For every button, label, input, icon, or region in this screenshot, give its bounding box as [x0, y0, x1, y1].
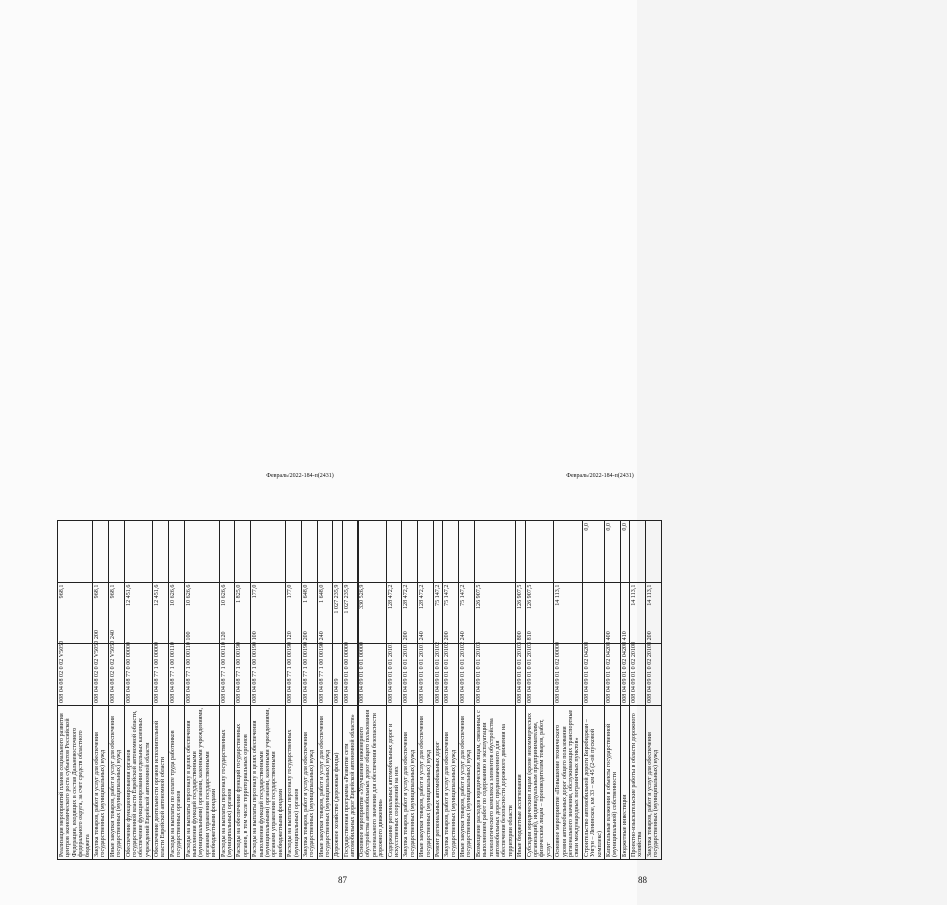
row-value-alt	[459, 521, 475, 583]
row-value-alt	[554, 521, 583, 583]
table-row	[459, 521, 475, 860]
table-row	[168, 521, 184, 860]
row-value-alt	[58, 521, 93, 583]
table-row	[645, 521, 661, 860]
table-row	[286, 521, 302, 860]
row-code: 008 04 09 01 0 02 20108 200	[645, 644, 661, 706]
row-code: 008 04 09 01 0 02 20108	[630, 644, 646, 706]
row-code: 008 04 09 01 0 02 04208 410	[620, 644, 629, 706]
row-name: Закупка товаров, работ и услуг для обеспечения государственных (муниципальных) нужд	[92, 705, 108, 859]
table-row	[184, 521, 219, 860]
row-code: 008 04 09 01 0 02 04208	[582, 644, 604, 706]
row-value: 12 451,6	[153, 582, 169, 644]
row-code: 008 04 09 01 0 01 20103	[474, 644, 515, 706]
row-code: 008 04 08 77 0 00 00000	[124, 644, 153, 706]
row-value-alt	[235, 521, 251, 583]
table-row	[317, 521, 333, 860]
row-value-alt	[333, 521, 342, 583]
row-code: 008 04 09	[333, 644, 342, 706]
row-name: Расходы на выплаты персоналу в целях обеспечения выполнения функций государственными (муниципальными) органами, казенными учреждениями, органами управления государственными внебюджетными фондами	[251, 705, 286, 859]
row-name: Расходы на выплаты персоналу в целях обеспечения выполнения функций государственными (муниципальными) органами, казенными учреждениями, органами управления государственными внебюджетными фондами	[184, 705, 219, 859]
budget-table-left	[57, 520, 359, 860]
row-value-alt	[402, 521, 418, 583]
row-name: Обеспечение деятельности органов исполнительной власти Еврейской автономной области	[153, 705, 169, 859]
row-value: 14 113,1	[630, 582, 646, 644]
row-code: 008 04 08 02 0 02 V5050 240	[108, 644, 124, 706]
row-value-alt	[286, 521, 302, 583]
row-value-alt	[516, 521, 525, 583]
row-value: 177,0	[286, 582, 302, 644]
row-value: 968,1	[92, 582, 108, 644]
row-value: 10 626,6	[219, 582, 235, 644]
row-value: 14 113,1	[554, 582, 583, 644]
row-code: 008 04 08 77 1 00 00190 120	[286, 644, 302, 706]
table-row	[582, 521, 604, 860]
row-value: 128 472,2	[402, 582, 418, 644]
table-row	[630, 521, 646, 860]
row-name: Проектно-изыскательские работы в области дорожного хозяйства	[630, 705, 646, 859]
row-code: 008 04 08 77 1 00 00190 240	[317, 644, 333, 706]
row-value: 126 907,5	[525, 582, 554, 644]
table-row	[402, 521, 418, 860]
table-row	[418, 521, 434, 860]
page-88	[357, 473, 947, 885]
row-code: 008 04 09 01 0 02 04208 400	[604, 644, 620, 706]
row-code: 008 04 08 77 1 00 00190 100	[251, 644, 286, 706]
row-name: Возмещение расходов юридическим лицам, связанных с выполнением работ по содержанию и эксплуатации технологического комплекса элементов обустройства автомобильных дорог, предназначенного для обеспечения безопасности дорожного движения на территории области	[474, 705, 515, 859]
row-value: 126 907,5	[516, 582, 525, 644]
row-value-alt	[342, 521, 358, 583]
row-value-alt	[124, 521, 153, 583]
table-row	[443, 521, 459, 860]
row-name: Основное мероприятие «Улучшение инженерного обустройства автомобильных дорог общего пользования регионального значения для обеспечения безопасности дорожного движения»	[358, 705, 387, 859]
row-name: Расходы на выплаты персоналу государственных (муниципальных) органов	[219, 705, 235, 859]
row-name: Субсидии юридическим лицам (кроме некоммерческих организаций), индивидуальным предпринимателям, физическим лицам – производителям товаров, работ, услуг	[525, 705, 554, 859]
row-value: 10 626,6	[184, 582, 219, 644]
row-value-alt	[153, 521, 169, 583]
row-code: 008 04 09 01 0 02 00000	[554, 644, 583, 706]
table-row	[554, 521, 583, 860]
table-row	[604, 521, 620, 860]
table-row	[108, 521, 124, 860]
row-value: 330 526,9	[358, 582, 387, 644]
row-code: 008 04 08 77 1 00 00110 120	[219, 644, 235, 706]
row-name: Реализация мероприятий планов социального развития центров экономического роста субъектов Российской Федерации, входящих в состав Дальневосточного федерального округа, за счет средств областного бюджета	[58, 705, 93, 859]
table-row	[124, 521, 153, 860]
row-value-alt	[443, 521, 459, 583]
row-value-alt	[630, 521, 646, 583]
row-value-alt: 0,0	[582, 521, 604, 583]
row-value-alt	[433, 521, 442, 583]
table-row	[301, 521, 317, 860]
row-value: 1 027 235,9	[333, 582, 342, 644]
row-code: 008 04 09 01 0 01 20103 810	[525, 644, 554, 706]
row-name: Государственная программа «Развитие сети автомобильных дорог Еврейской автономной области»	[342, 705, 358, 859]
row-value-alt	[525, 521, 554, 583]
row-value: 12 451,6	[124, 582, 153, 644]
row-name: Закупка товаров, работ и услуг для обеспечения государственных (муниципальных) нужд	[301, 705, 317, 859]
page-footer: Февраль/2022-184-п(2431)	[266, 473, 334, 480]
row-value: 128 472,2	[386, 582, 402, 644]
table-row	[620, 521, 629, 860]
table-row	[58, 521, 93, 860]
table-row	[525, 521, 554, 860]
row-value-alt	[645, 521, 661, 583]
row-name: Расходы на обеспечение функций государственных органов, в том числе территориальных органов	[235, 705, 251, 859]
row-value-alt	[108, 521, 124, 583]
table-row	[516, 521, 525, 860]
row-name: Иные закупки товаров, работ и услуг для обеспечения государственных (муниципальных) нужд	[459, 705, 475, 859]
row-value-alt	[92, 521, 108, 583]
row-value: 968,1	[58, 582, 93, 644]
table-row	[342, 521, 358, 860]
row-name: Ремонт региональных автомобильных дорог	[433, 705, 442, 859]
row-code: 008 04 08 02 0 02 V5050	[58, 644, 93, 706]
budget-table-right	[357, 520, 662, 860]
row-code: 008 04 09 01 0 01 20103 800	[516, 644, 525, 706]
row-value-alt	[168, 521, 184, 583]
row-code: 008 04 08 77 1 00 00190 200	[301, 644, 317, 706]
table-row	[358, 521, 387, 860]
row-value: 75 147,2	[433, 582, 442, 644]
row-value-alt	[317, 521, 333, 583]
table-row	[219, 521, 235, 860]
row-code: 008 04 09 01 0 01 20101	[386, 644, 402, 706]
table-row	[433, 521, 442, 860]
row-value-alt	[219, 521, 235, 583]
row-name: Иные бюджетные ассигнования	[516, 705, 525, 859]
row-value-alt	[358, 521, 387, 583]
row-name: Иные закупки товаров, работ и услуг для обеспечения государственных (муниципальных) нужд	[418, 705, 434, 859]
row-value: 968,1	[108, 582, 124, 644]
row-name: Расходы на выплаты по оплате труда работников государственных органов	[168, 705, 184, 859]
row-value	[582, 582, 604, 644]
row-name: Бюджетные инвестиции	[620, 705, 629, 859]
row-code: 008 04 09 01 0 01 20102 240	[459, 644, 475, 706]
table-row	[235, 521, 251, 860]
row-value: 128 472,2	[418, 582, 434, 644]
row-name: Содержание региональных автомобильных дорог и искусственных сооружений на них	[386, 705, 402, 859]
row-name: Основное мероприятие «Повышение технического уровня автомобильных дорог общего пользования регионального значения, обслуживающих транспортные связи международных пограничных пунктов»	[554, 705, 583, 859]
row-name: Расходы на выплаты персоналу государственных (муниципальных) органов	[286, 705, 302, 859]
row-value-alt	[184, 521, 219, 583]
row-value: 75 147,2	[459, 582, 475, 644]
row-name: Закупка товаров, работ и услуг для обеспечения государственных (муниципальных) нужд	[402, 705, 418, 859]
row-code: 008 04 09 01 0 01 20101 200	[402, 644, 418, 706]
row-value-alt	[251, 521, 286, 583]
row-code: 008 04 08 77 1 00 00110 100	[184, 644, 219, 706]
row-name: Закупка товаров, работ и услуг для обеспечения государственных (муниципальных) нужд	[645, 705, 661, 859]
row-value-alt	[301, 521, 317, 583]
row-value: 75 147,2	[443, 582, 459, 644]
row-value: 177,0	[251, 582, 286, 644]
row-value: 1 825,0	[235, 582, 251, 644]
row-name: Иные закупки товаров, работ и услуг для обеспечения государственных (муниципальных) нужд	[108, 705, 124, 859]
row-name: Закупка товаров, работ и услуг для обеспечения государственных (муниципальных) нужд	[443, 705, 459, 859]
row-value-alt	[418, 521, 434, 583]
row-value: 126 907,5	[474, 582, 515, 644]
table-row	[386, 521, 402, 860]
page-footer: Февраль/2022-184-п(2431)	[566, 473, 634, 480]
row-code: 008 04 09 01 0 01 20102 200	[443, 644, 459, 706]
row-value: 1 648,0	[301, 582, 317, 644]
table-row	[474, 521, 515, 860]
table-row	[251, 521, 286, 860]
row-name: Капитальные вложения в объекты государственной (муниципальной) собственности	[604, 705, 620, 859]
row-code: 008 04 08 77 1 00 00000	[153, 644, 169, 706]
row-value-alt: 0,0	[620, 521, 629, 583]
page-number: 88	[638, 875, 647, 885]
row-code: 008 04 09 01 0 00 00000	[342, 644, 358, 706]
row-code: 008 04 08 77 1 00 00190	[235, 644, 251, 706]
row-code: 008 04 09 01 0 01 20101 240	[418, 644, 434, 706]
row-code: 008 04 09 01 0 01 00000	[358, 644, 387, 706]
row-value: 1 648,0	[317, 582, 333, 644]
row-name: Строительство автомобильной дороги Биробиджан – Унгун – Ленинское, км 33 – км 45 (2-ой пусковой комплекс)	[582, 705, 604, 859]
row-value: 1 027 235,9	[342, 582, 358, 644]
row-name: Иные закупки товаров, работ и услуг для обеспечения государственных (муниципальных) нужд	[317, 705, 333, 859]
row-value: 14 113,1	[645, 582, 661, 644]
row-code: 008 04 08 77 1 00 00110	[168, 644, 184, 706]
row-value-alt	[386, 521, 402, 583]
row-name: Дорожное хозяйство (дорожные фонды)	[333, 705, 342, 859]
row-code: 008 04 08 02 0 02 V5050 200	[92, 644, 108, 706]
row-value-alt: 0,0	[604, 521, 620, 583]
table-row	[92, 521, 108, 860]
table-row	[333, 521, 342, 860]
row-value-alt	[474, 521, 515, 583]
row-value: 10 626,6	[168, 582, 184, 644]
row-code: 008 04 09 01 0 01 20102	[433, 644, 442, 706]
table-row	[153, 521, 169, 860]
row-name: Обеспечение функционирования органов государственной власти Еврейской автономной области, обеспечение функционирования отдельных казенных учреждений Еврейской автономной области	[124, 705, 153, 859]
page-number: 87	[338, 875, 347, 885]
